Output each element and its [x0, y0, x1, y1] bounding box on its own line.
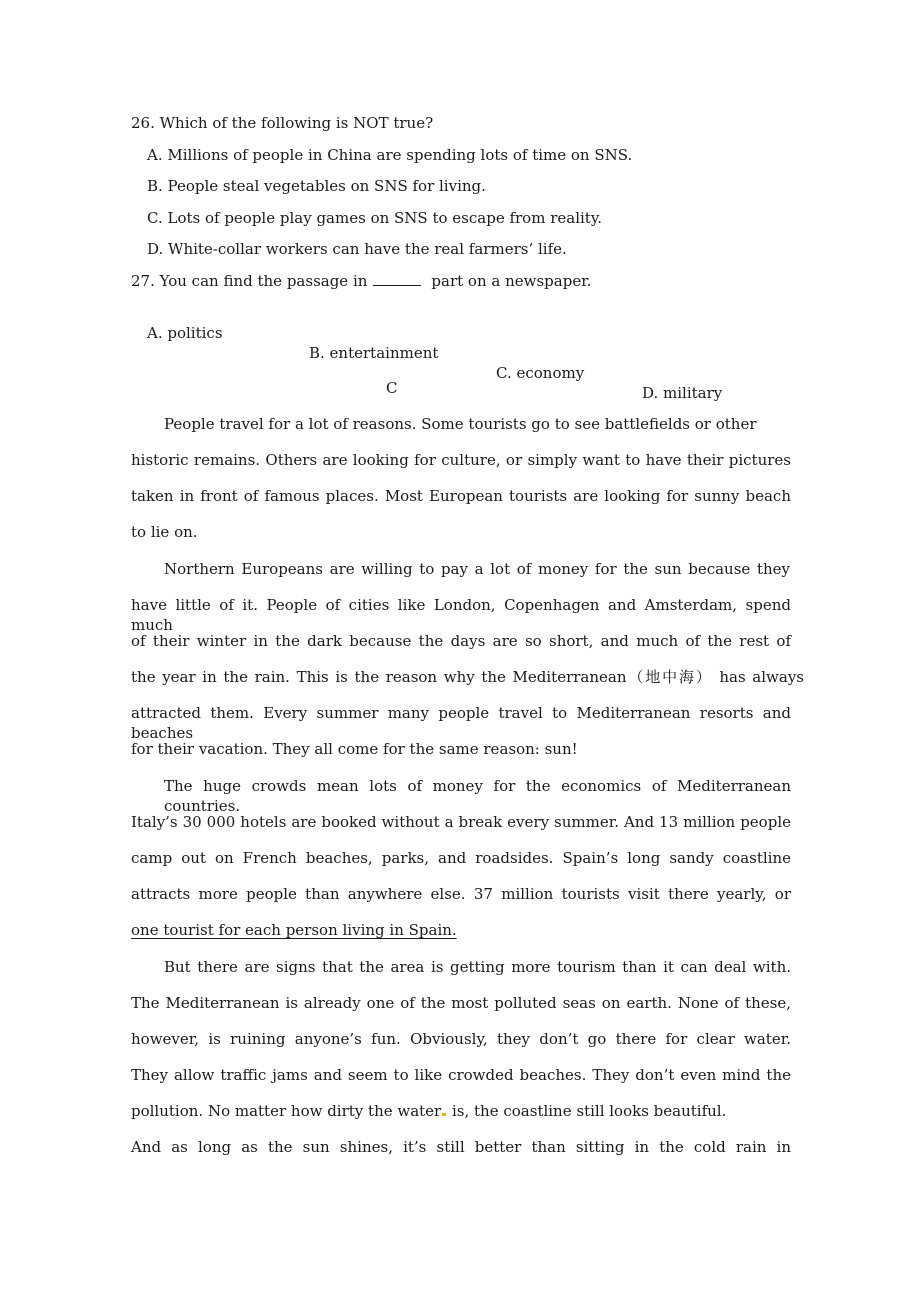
question-27-stem-after: part on a newspaper. — [431, 272, 592, 290]
passage-p4-line-6: And as long as the sun shines, it’s still better than sitting in the cold rain in — [131, 1138, 791, 1156]
passage-p2-line-2: have little of it. People of cities like London, Copenhagen and Amsterdam, spend much — [131, 596, 791, 634]
question-27-option-c: C. economy — [496, 364, 585, 382]
answer-blank — [373, 271, 421, 286]
passage-p2-line-3: of their winter in the dark because the days are so short, and much of the rest of — [131, 632, 791, 650]
question-27-options — [147, 303, 747, 423]
section-label: C — [386, 379, 398, 397]
passage-p4-line-2: The Mediterranean is already one of the most polluted seas on earth. None of these, — [131, 994, 791, 1012]
question-27-option-d: D. military — [642, 384, 723, 402]
question-27-stem — [131, 271, 592, 291]
passage-p2-line-5: attracted them. Every summer many people travel to Mediterranean resorts and beaches — [131, 704, 791, 742]
passage-p2-line-6: for their vacation. They all come for the same reason: sun! — [131, 740, 578, 758]
passage-p2-line-4: the year in the rain. This is the reason why the Mediterranean（地中海） has always — [131, 668, 804, 686]
question-26-option-d: D. White-collar workers can have the real farmers’ life. — [147, 240, 567, 258]
passage-p3-line-1: The huge crowds mean lots of money for the economics of Mediterranean countries. — [164, 777, 791, 815]
passage-p4-line-4: They allow traffic jams and seem to like crowded beaches. They don’t even mind the — [131, 1066, 791, 1084]
question-26-stem: 26. Which of the following is NOT true? — [131, 114, 434, 132]
question-27-option-a: A. politics — [147, 324, 223, 342]
question-27-option-b: B. entertainment — [309, 344, 439, 362]
question-26-option-a: A. Millions of people in China are spending lots of time on SNS. — [147, 146, 633, 164]
passage-p4-line-3: however, is ruining anyone’s fun. Obviously, they don’t go there for clear water. — [131, 1030, 791, 1048]
question-26-option-b: B. People steal vegetables on SNS for living. — [147, 177, 486, 195]
passage-p1-line-1: People travel for a lot of reasons. Some tourists go to see battlefields or other — [164, 415, 757, 433]
passage-p3-underlined-sentence: one tourist for each person living in Spain. — [131, 921, 457, 939]
passage-p4-line-5 — [131, 1101, 791, 1121]
passage-p4-line-5-start: pollution. No matter how dirty the water — [131, 1102, 442, 1120]
passage-p3-line-4: attracts more people than anywhere else. 37 million tourists visit there yearly, or — [131, 885, 791, 903]
highlight-mark — [442, 1113, 446, 1116]
passage-p4-line-1: But there are signs that the area is getting more tourism than it can deal with. — [164, 958, 791, 976]
passage-p1-line-3: taken in front of famous places. Most European tourists are looking for sunny beach — [131, 487, 791, 505]
passage-p4-line-5-end: is, the coastline still looks beautiful. — [447, 1102, 727, 1120]
passage-p3-line-3: camp out on French beaches, parks, and roadsides. Spain’s long sandy coastline — [131, 849, 791, 867]
question-27-stem-before: 27. You can find the passage in — [131, 272, 368, 290]
passage-p2-line-1: Northern Europeans are willing to pay a lot of money for the sun because they — [164, 560, 790, 578]
passage-p3-line-2: Italy’s 30 000 hotels are booked without a break every summer. And 13 million people — [131, 813, 791, 831]
question-26-option-c: C. Lots of people play games on SNS to escape from reality. — [147, 209, 603, 227]
passage-p1-line-2: historic remains. Others are looking for culture, or simply want to have their pictures — [131, 451, 791, 469]
passage-p1-line-4: to lie on. — [131, 523, 198, 541]
